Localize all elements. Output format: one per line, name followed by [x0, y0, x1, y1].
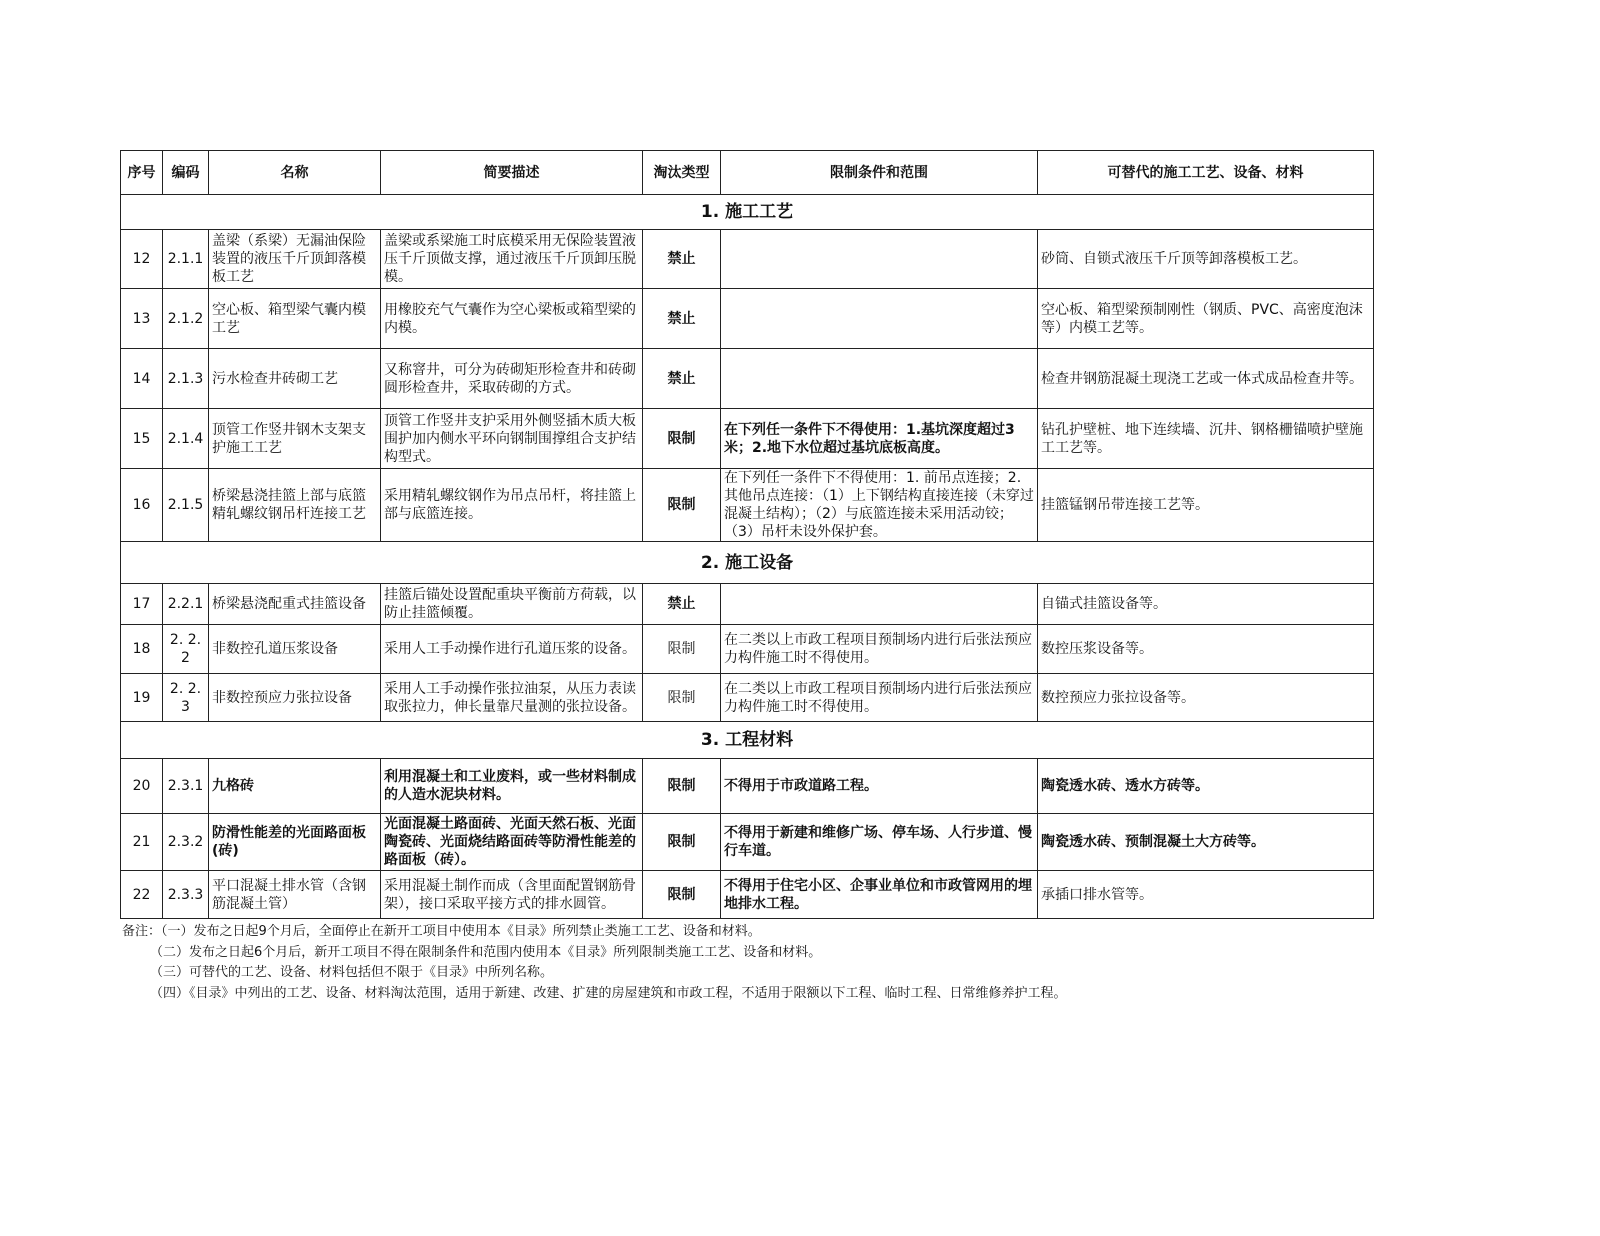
section-title: 1. 施工工艺: [121, 195, 1374, 230]
cell-no: 13: [121, 289, 163, 349]
cell-name: 平口混凝土排水管（含钢筋混凝土管）: [209, 871, 381, 919]
cell-limit: 不得用于新建和维修广场、停车场、人行步道、慢行车道。: [721, 814, 1038, 871]
cell-limit: 在二类以上市政工程项目预制场内进行后张法预应力构件施工时不得使用。: [721, 625, 1038, 674]
cell-code: 2.3.2: [163, 814, 209, 871]
cell-name: 污水检查井砖砌工艺: [209, 349, 381, 409]
cell-desc: 挂篮后锚处设置配重块平衡前方荷载，以防止挂篮倾覆。: [381, 584, 643, 625]
note-line: （四）《目录》中列出的工艺、设备、材料淘汰范围，适用于新建、改建、扩建的房屋建筑和市政工程，不适用于限额以下工程、临时工程、日常维修养护工程。: [150, 985, 1067, 1001]
table-row: [121, 409, 1374, 469]
cell-name: 桥梁悬浇挂篮上部与底篮精轧螺纹钢吊杆连接工艺: [209, 469, 381, 542]
cell-name: 盖梁（系梁）无漏油保险装置的液压千斤顶卸落模板工艺: [209, 230, 381, 289]
cell-limit: 在二类以上市政工程项目预制场内进行后张法预应力构件施工时不得使用。: [721, 674, 1038, 722]
cell-no: 16: [121, 469, 163, 542]
cell-alt: 砂筒、自锁式液压千斤顶等卸落模板工艺。: [1038, 230, 1374, 289]
cell-alt: 数控预应力张拉设备等。: [1038, 674, 1374, 722]
table-row: [121, 814, 1374, 871]
cell-desc: 顶管工作竖井支护采用外侧竖插木质大板围护加内侧水平环向钢制围撑组合支护结构型式。: [381, 409, 643, 469]
cell-limit: [721, 349, 1038, 409]
cell-no: 19: [121, 674, 163, 722]
section-title: 2. 施工设备: [121, 542, 1374, 584]
note-line: （二）发布之日起6个月后，新开工项目不得在限制条件和范围内使用本《目录》所列限制类施工工艺、设备和材料。: [150, 944, 822, 960]
cell-alt: 陶瓷透水砖、预制混凝土大方砖等。: [1038, 814, 1374, 871]
section-row: [121, 195, 1374, 230]
cell-no: 15: [121, 409, 163, 469]
cell-alt: 自锚式挂篮设备等。: [1038, 584, 1374, 625]
cell-desc: 采用人工手动操作进行孔道压浆的设备。: [381, 625, 643, 674]
cell-alt: 承插口排水管等。: [1038, 871, 1374, 919]
cell-name: 顶管工作竖井钢木支架支护施工工艺: [209, 409, 381, 469]
cell-desc: 盖梁或系梁施工时底模采用无保险装置液压千斤顶做支撑，通过液压千斤顶卸压脱模。: [381, 230, 643, 289]
header-type: 淘汰类型: [643, 151, 721, 195]
catalog-table: [120, 150, 1374, 919]
cell-desc: 用橡胶充气气囊作为空心梁板或箱型梁的内模。: [381, 289, 643, 349]
cell-alt: 检查井钢筋混凝土现浇工艺或一体式成品检查井等。: [1038, 349, 1374, 409]
header-code: 编码: [163, 151, 209, 195]
cell-code: 2. 2. 3: [163, 674, 209, 722]
cell-alt: 空心板、箱型梁预制刚性（钢质、PVC、高密度泡沫等）内模工艺等。: [1038, 289, 1374, 349]
cell-type: 禁止: [643, 584, 721, 625]
cell-name: 非数控孔道压浆设备: [209, 625, 381, 674]
cell-type: 限制: [643, 409, 721, 469]
table-row: [121, 759, 1374, 814]
table-row: [121, 289, 1374, 349]
cell-code: 2.1.5: [163, 469, 209, 542]
cell-type: 限制: [643, 814, 721, 871]
cell-type: 限制: [643, 469, 721, 542]
cell-type: 限制: [643, 871, 721, 919]
cell-name: 防滑性能差的光面路面板(砖): [209, 814, 381, 871]
header-limit: 限制条件和范围: [721, 151, 1038, 195]
note-line: （三）可替代的工艺、设备、材料包括但不限于《目录》中所列名称。: [150, 965, 554, 980]
cell-no: 12: [121, 230, 163, 289]
table-row: [121, 469, 1374, 542]
footnotes: [122, 922, 1067, 1004]
cell-code: 2.1.4: [163, 409, 209, 469]
cell-no: 17: [121, 584, 163, 625]
cell-alt: 数控压浆设备等。: [1038, 625, 1374, 674]
header-name: 名称: [209, 151, 381, 195]
section-row: [121, 542, 1374, 584]
cell-limit: 不得用于市政道路工程。: [721, 759, 1038, 814]
header-desc: 简要描述: [381, 151, 643, 195]
section-row: [121, 722, 1374, 759]
cell-limit: [721, 289, 1038, 349]
table-row: [121, 584, 1374, 625]
cell-type: 禁止: [643, 289, 721, 349]
table-row: [121, 625, 1374, 674]
cell-alt: 陶瓷透水砖、透水方砖等。: [1038, 759, 1374, 814]
header-row: [121, 151, 1374, 195]
cell-name: 九格砖: [209, 759, 381, 814]
table-row: [121, 871, 1374, 919]
cell-no: 18: [121, 625, 163, 674]
cell-desc: 采用人工手动操作张拉油泵，从压力表读取张拉力，伸长量靠尺量测的张拉设备。: [381, 674, 643, 722]
cell-no: 22: [121, 871, 163, 919]
cell-name: 非数控预应力张拉设备: [209, 674, 381, 722]
cell-alt: 钻孔护壁桩、地下连续墙、沉井、钢格栅锚喷护壁施工工艺等。: [1038, 409, 1374, 469]
cell-no: 21: [121, 814, 163, 871]
cell-limit: [721, 584, 1038, 625]
cell-desc: 又称窨井，可分为砖砌矩形检查井和砖砌圆形检查井，采取砖砌的方式。: [381, 349, 643, 409]
cell-desc: 光面混凝土路面砖、光面天然石板、光面陶瓷砖、光面烧结路面砖等防滑性能差的路面板（砖）。: [381, 814, 643, 871]
section-title: 3. 工程材料: [121, 722, 1374, 759]
cell-no: 20: [121, 759, 163, 814]
note-line: 备注：（一）发布之日起9个月后，全面停止在新开工项目中使用本《目录》所列禁止类施工工艺、设备和材料。: [122, 924, 761, 939]
cell-code: 2.1.1: [163, 230, 209, 289]
header-no: 序号: [121, 151, 163, 195]
cell-type: 禁止: [643, 230, 721, 289]
cell-no: 14: [121, 349, 163, 409]
cell-code: 2.1.2: [163, 289, 209, 349]
cell-type: 限制: [643, 625, 721, 674]
cell-type: 禁止: [643, 349, 721, 409]
cell-code: 2.3.3: [163, 871, 209, 919]
cell-name: 空心板、箱型梁气囊内模工艺: [209, 289, 381, 349]
cell-limit: [721, 230, 1038, 289]
table-row: [121, 349, 1374, 409]
cell-limit: 不得用于住宅小区、企事业单位和市政管网用的埋地排水工程。: [721, 871, 1038, 919]
cell-code: 2. 2. 2: [163, 625, 209, 674]
header-alt: 可替代的施工工艺、设备、材料: [1038, 151, 1374, 195]
cell-code: 2.3.1: [163, 759, 209, 814]
cell-code: 2.2.1: [163, 584, 209, 625]
cell-desc: 采用精轧螺纹钢作为吊点吊杆，将挂篮上部与底篮连接。: [381, 469, 643, 542]
cell-desc: 采用混凝土制作而成（含里面配置钢筋骨架），接口采取平接方式的排水圆管。: [381, 871, 643, 919]
cell-alt: 挂篮锰钢吊带连接工艺等。: [1038, 469, 1374, 542]
cell-type: 限制: [643, 674, 721, 722]
cell-desc: 利用混凝土和工业废料，或一些材料制成的人造水泥块材料。: [381, 759, 643, 814]
table-row: [121, 230, 1374, 289]
cell-limit: 在下列任一条件下不得使用：1.基坑深度超过3米；2.地下水位超过基坑底板高度。: [721, 409, 1038, 469]
cell-type: 限制: [643, 759, 721, 814]
cell-code: 2.1.3: [163, 349, 209, 409]
cell-limit: 在下列任一条件下不得使用：1. 前吊点连接；2. 其他吊点连接：（1）上下钢结构直接连接（未穿过混凝土结构）；（2）与底篮连接未采用活动铰；（3）吊杆未设外保护套。: [721, 469, 1038, 542]
table-row: [121, 674, 1374, 722]
cell-name: 桥梁悬浇配重式挂篮设备: [209, 584, 381, 625]
